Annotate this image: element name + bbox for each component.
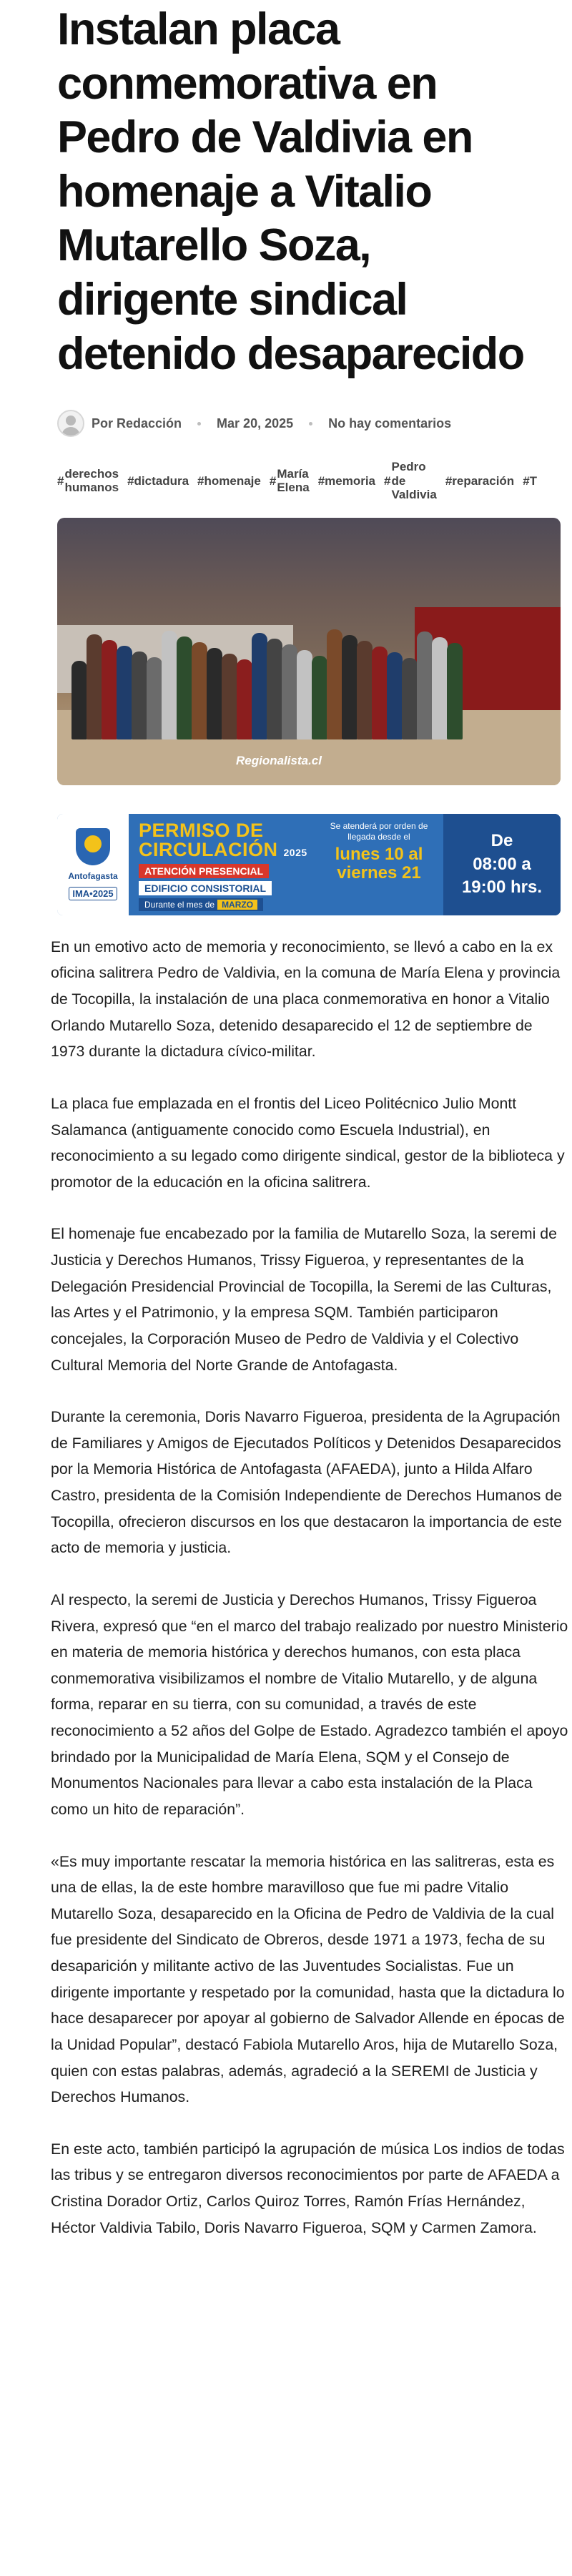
article-meta bbox=[57, 410, 549, 437]
paragraph: La placa fue emplazada en el frontis del Liceo Politécnico Julio Montt Salamanca (antiguamente conocido como Escuela Industrial), en reconocimiento a su legado como dirigente sindical, gestor de la biblioteca y promotor de la educación en la oficina salitrera. bbox=[51, 1094, 565, 1191]
article-title: Instalan placa conmemorativa en Pedro de Valdivia en homenaje a Vitalio Mutarello Soza, dirigente sindical detenido desaparecido bbox=[57, 4, 524, 379]
article-body bbox=[51, 934, 568, 2241]
tag-dictadura[interactable]: #dictadura bbox=[127, 473, 189, 488]
tag-maria-elena[interactable]: # María Elena bbox=[269, 466, 310, 495]
person-silhouette bbox=[72, 661, 87, 739]
tag-list bbox=[57, 460, 561, 502]
municipality-logo bbox=[57, 814, 129, 915]
ad-banner[interactable] bbox=[57, 814, 561, 915]
person-silhouette bbox=[432, 637, 448, 739]
banner-durante: Durante el mes de MARZO bbox=[139, 898, 263, 911]
tag-homenaje[interactable]: #homenaje bbox=[197, 473, 261, 488]
person-silhouette bbox=[252, 633, 267, 739]
person-silhouette bbox=[222, 654, 237, 739]
banner-orden-text: Se atenderá por orden de llegada desde el bbox=[330, 820, 428, 842]
tag-derechos-humanos[interactable]: # derechos humanos bbox=[57, 466, 119, 495]
separator-dot bbox=[197, 422, 201, 426]
crowd-group bbox=[72, 625, 472, 739]
person-silhouette bbox=[342, 635, 358, 739]
banner-hours bbox=[443, 814, 561, 915]
person-silhouette bbox=[372, 647, 388, 739]
person-silhouette bbox=[297, 650, 312, 739]
person-silhouette bbox=[87, 634, 102, 739]
banner-atencion: ATENCIÓN PRESENCIAL bbox=[139, 864, 269, 878]
person-silhouette bbox=[237, 659, 252, 739]
banner-hour-end: 19:00 hrs. bbox=[461, 877, 543, 897]
banner-permiso: PERMISO DE CIRCULACIÓN 2025 bbox=[139, 819, 307, 860]
person-silhouette bbox=[162, 631, 177, 739]
person-silhouette bbox=[207, 648, 222, 739]
author-link[interactable] bbox=[57, 410, 182, 437]
banner-ima: IMA•2025 bbox=[69, 887, 117, 900]
banner-hour-start: 08:00 a bbox=[473, 854, 531, 874]
paragraph: Al respecto, la seremi de Justicia y Derechos Humanos, Trissy Figueroa Rivera, expresó que “en el marco del trabajo realizado por nuestro Ministerio en materia de memoria histórica y derechos humanos, con esta placa conmemorativa visibilizamos el nombre de Vitalio Mutarello, y de alguna forma, reparar en su tierra, con su comunidad, a través de este reconocimiento a 52 años del Golpe de Estado. Agradezco también el apoyo brindado por la Municipalidad de María Elena, SQM y el Consejo de Monumentos Nacionales para llevar a cabo esta instalación de la Placa como un hito de reparación”. bbox=[51, 1591, 568, 1818]
banner-city: Antofagasta bbox=[68, 871, 118, 882]
paragraph: «Es muy importante rescatar la memoria histórica en las salitreras, esta es una de ellas, la de este hombre maravilloso que fue mi padre Vitalio Mutarello Soza, desaparecido en la Oficina de Pedro de Valdivia de la cual fue presidente del Sindicato de Obreros, desde 1971 a 1973, fecha de su desaparición y militante activo de las Juventudes Socialistas. Fue un dirigente importante y respetado por la comunidad, hasta que la dictadura lo hace desaparecer por apoyar al gobierno de Salvador Allende en épocas de la Unidad Popular”, destacó Fabiola Mutarello Aros, hija de Mutarello Soza, quien con estas palabras, además, agradeció a la SEREMI de Justicia y Derechos Humanos. bbox=[51, 1852, 565, 2106]
person-silhouette bbox=[387, 652, 403, 739]
tag-reparacion[interactable]: #reparación bbox=[445, 473, 515, 488]
person-silhouette bbox=[192, 642, 207, 739]
crest-icon bbox=[76, 828, 110, 865]
person-silhouette bbox=[102, 640, 117, 739]
person-silhouette bbox=[402, 658, 418, 739]
person-silhouette bbox=[417, 631, 433, 739]
person-silhouette bbox=[147, 657, 162, 739]
author-name: Por Redacción bbox=[92, 416, 182, 431]
person-silhouette bbox=[177, 636, 192, 739]
banner-middle bbox=[129, 814, 315, 915]
person-silhouette bbox=[357, 641, 373, 739]
publish-date: Mar 20, 2025 bbox=[217, 416, 294, 431]
banner-days: lunes 10 al viernes 21 bbox=[335, 844, 423, 883]
banner-edificio: EDIFICIO CONSISTORIAL bbox=[139, 881, 272, 895]
person-silhouette bbox=[447, 643, 463, 739]
tag-pedro-de-valdivia[interactable]: # Pedro de Valdivia bbox=[384, 460, 437, 502]
banner-de: De bbox=[490, 831, 513, 851]
comments-link[interactable]: No hay comentarios bbox=[328, 416, 452, 431]
person-silhouette bbox=[132, 652, 147, 739]
person-silhouette bbox=[327, 629, 342, 739]
image-watermark: Regionalista.cl bbox=[236, 753, 322, 767]
tag-memoria[interactable]: #memoria bbox=[317, 473, 376, 488]
avatar bbox=[57, 410, 84, 437]
tag-truncated[interactable]: #T bbox=[523, 473, 538, 488]
paragraph: El homenaje fue encabezado por la familia de Mutarello Soza, la seremi de Justicia y Derechos Humanos, Trissy Figueroa, y representantes de la Delegación Presidencial Provincial de Tocopilla, la Seremi de las Culturas, las Artes y el Patrimonio, y la empresa SQM. También participaron concejales, la Corporación Museo de Pedro de Valdivia y el Colectivo Cultural Memoria del Norte Grande de Antofagasta. bbox=[51, 1225, 557, 1374]
paragraph: En este acto, también participó la agrupación de música Los indios de todas las tribus y se entregaron diversos reconocimientos por parte de AFAEDA a Cristina Dorador Ortiz, Carlos Quiroz Torres, Ramón Frías Hernández, Héctor Valdivia Tabilo, Doris Navarro Figueroa, SQM y Carmen Zamora. bbox=[51, 2140, 565, 2236]
banner-orden bbox=[315, 814, 443, 915]
paragraph: Durante la ceremonia, Doris Navarro Figueroa, presidenta de la Agrupación de Familiares y Amigos de Ejecutados Políticos y Detenidos Desaparecidos por la Memoria Histórica de Antofagasta (AFAEDA), junto a Hilda Alfaro Castro, presidenta de la Comisión Independiente de Derechos Humanos de Tocopilla, ofrecieron discursos en los que destacaron la importancia de este acto de memoria y justicia. bbox=[51, 1408, 563, 1557]
person-silhouette bbox=[117, 646, 132, 739]
hero-image bbox=[57, 518, 561, 785]
paragraph: En un emotivo acto de memoria y reconocimiento, se llevó a cabo en la ex oficina salitrera Pedro de Valdivia, en la comuna de María Elena y provincia de Tocopilla, la instalación de una placa conmemorativa en honor a Vitalio Orlando Mutarello Soza, detenido desaparecido el 12 de septiembre de 1973 durante la dictadura cívico-militar. bbox=[51, 938, 561, 1061]
separator-dot bbox=[309, 422, 312, 426]
person-silhouette bbox=[282, 644, 297, 739]
person-silhouette bbox=[267, 639, 282, 739]
person-silhouette bbox=[312, 656, 327, 739]
